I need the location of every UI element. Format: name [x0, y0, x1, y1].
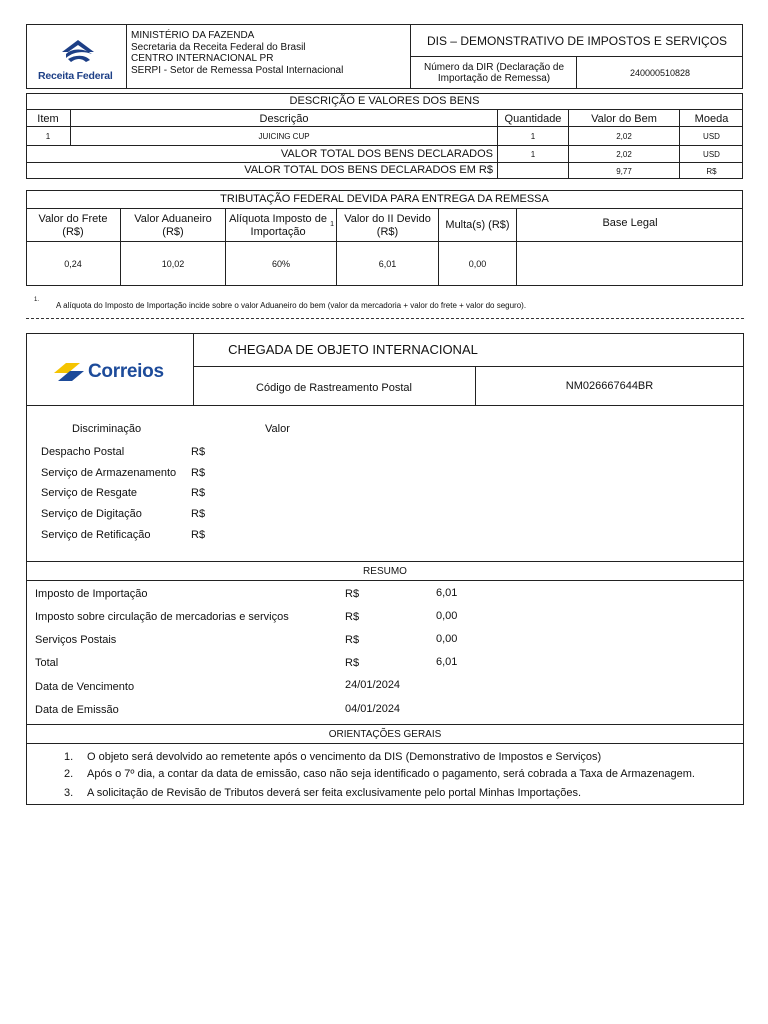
resumo-currency: R$: [345, 657, 360, 669]
resumo-date: 24/01/2024: [345, 679, 401, 691]
col-frete-header: Valor do Frete (R$): [26, 209, 121, 242]
frete-value: 0,24: [26, 242, 121, 286]
service-currency: R$: [191, 446, 206, 458]
total-declared-label: VALOR TOTAL DOS BENS DECLARADOS: [26, 146, 498, 163]
col-valor-header: Valor do Bem: [569, 110, 680, 127]
correios-arrows-icon: [52, 359, 86, 385]
total-brl-valor: 9,77: [569, 163, 680, 179]
centro-name: CENTRO INTERNACIONAL PR: [131, 53, 274, 64]
footnote-text: A alíquota do Imposto de Importação incide sobre o valor Aduaneiro do bem (valor da mercadoria + valor do frete + valor do seguro).: [56, 301, 527, 310]
cell-moeda: USD: [703, 132, 720, 141]
orientacao-text: Após o 7º dia, a contar da data de emissão, caso não seja identificado o pagamento, será cobrada a Taxa de Armazenagem.: [87, 768, 695, 780]
total-declared-moeda: USD: [703, 150, 720, 159]
resumo-currency: R$: [345, 588, 360, 600]
service-label: Serviço de Armazenamento: [41, 467, 177, 479]
orientacao-number: 1.: [64, 751, 74, 763]
dir-number: 240000510828: [629, 68, 691, 78]
resumo-label: Data de Vencimento: [35, 681, 135, 693]
service-label: Despacho Postal: [41, 446, 125, 458]
resumo-title: RESUMO: [26, 561, 744, 581]
service-currency: R$: [191, 508, 206, 520]
orientacao-text: A solicitação de Revisão de Tributos deverá ser feita exclusivamente pelo portal Minhas Importações.: [87, 787, 582, 799]
total-declared-quantidade: 1: [498, 146, 569, 163]
setor-name: SERPI - Setor de Remessa Postal Internacional: [131, 64, 344, 76]
receita-logo-text: Receita Federal: [38, 70, 113, 82]
orientacao-number: 3.: [64, 787, 74, 799]
dir-label: Número da DIR (Declaração de Importação de Remessa): [423, 61, 565, 84]
service-label: Serviço de Retificação: [41, 529, 151, 541]
col-ii-devido-header: Valor do II Devido (R$): [337, 209, 439, 242]
resumo-label: Imposto sobre circulação de mercadorias e serviços: [35, 611, 289, 623]
orientacao-number: 2.: [64, 768, 74, 780]
tracking-label: Código de Rastreamento Postal: [256, 381, 412, 394]
tracking-code: NM026667644BR: [565, 379, 654, 392]
discriminacao-header: Discriminação: [72, 423, 142, 435]
receita-federal-logo: [38, 38, 118, 80]
service-label: Serviço de Resgate: [41, 487, 137, 499]
correios-logo-text: Correios: [88, 361, 164, 382]
resumo-value: 0,00: [436, 610, 458, 622]
col-quantidade-header: Quantidade: [498, 110, 569, 127]
cell-quantidade: 1: [498, 127, 569, 146]
ministry-text: [131, 30, 409, 76]
aduaneiro-value: 10,02: [121, 242, 226, 286]
valor-header: Valor: [265, 423, 290, 435]
resumo-value: 6,01: [436, 656, 458, 668]
aliquota-header-text: Alíquota Imposto de Importação: [229, 212, 327, 238]
col-aliquota-header: [226, 209, 337, 242]
col-moeda-header: Moeda: [694, 112, 729, 125]
col-item-header: Item: [26, 110, 71, 127]
cell-valor: 2,02: [569, 127, 680, 146]
col-multa-header: Multa(s) (R$): [439, 209, 517, 242]
col-aduaneiro-header: Valor Aduaneiro (R$): [121, 209, 226, 242]
service-currency: R$: [191, 529, 206, 541]
cell-descricao: JUICING CUP: [71, 127, 498, 146]
correios-logo: [52, 357, 172, 387]
total-brl-label: VALOR TOTAL DOS BENS DECLARADOS EM R$: [26, 163, 498, 179]
resumo-label: Imposto de Importação: [35, 588, 148, 600]
base-legal-value: [517, 242, 743, 286]
cut-line: [26, 318, 744, 319]
total-brl-quantidade: [498, 163, 569, 179]
resumo-label: Serviços Postais: [35, 634, 117, 646]
service-label: Serviço de Digitação: [41, 508, 142, 520]
aliquota-value: 60%: [226, 242, 337, 286]
resumo-label: Data de Emissão: [35, 704, 119, 716]
orientacao-text: O objeto será devolvido ao remetente após o vencimento da DIS (Demonstrativo de Impostos e Serviços): [87, 751, 602, 763]
footnote-marker: 1: [330, 221, 334, 229]
orientacoes-title: ORIENTAÇÕES GERAIS: [26, 724, 744, 744]
resumo-date: 04/01/2024: [345, 703, 401, 715]
col-descricao-header: Descrição: [71, 110, 498, 127]
total-declared-valor: 2,02: [569, 146, 680, 163]
tributacao-section-title: TRIBUTAÇÃO FEDERAL DEVIDA PARA ENTREGA DA REMESSA: [26, 190, 743, 209]
resumo-currency: R$: [345, 611, 360, 623]
footnote-number: 1.: [34, 297, 40, 303]
resumo-value: 6,01: [436, 587, 458, 599]
resumo-label: Total: [35, 657, 59, 669]
correios-title: CHEGADA DE OBJETO INTERNACIONAL: [228, 341, 478, 357]
bens-section-title: DESCRIÇÃO E VALORES DOS BENS: [26, 93, 743, 110]
ii-devido-value: 6,01: [337, 242, 439, 286]
cell-item: 1: [26, 127, 71, 146]
resumo-value: 0,00: [436, 633, 458, 645]
resumo-currency: R$: [345, 634, 360, 646]
service-currency: R$: [191, 487, 206, 499]
document-title: DIS – DEMONSTRATIVO DE IMPOSTOS E SERVIÇOS: [426, 33, 728, 48]
service-currency: R$: [191, 467, 206, 479]
multa-value: 0,00: [439, 242, 517, 286]
ministry-name: MINISTÉRIO DA FAZENDA: [131, 30, 255, 41]
secretaria-name: Secretaria da Receita Federal do Brasil: [131, 41, 306, 53]
total-brl-moeda: R$: [706, 166, 717, 176]
col-base-legal-header: Base Legal: [602, 217, 658, 229]
